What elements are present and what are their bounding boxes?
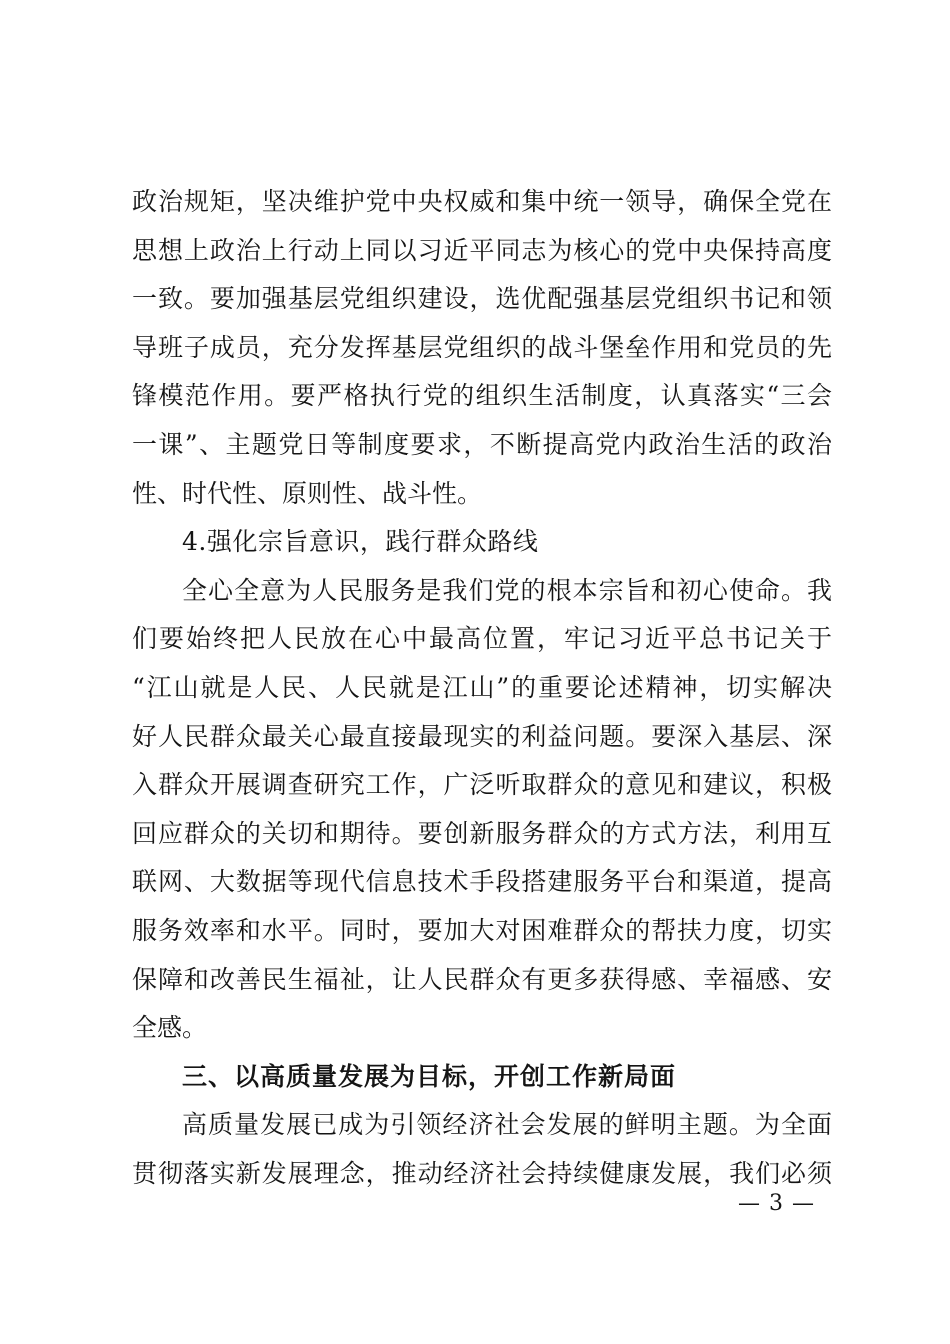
paragraph-line: 服务效率和水平。同时，要加大对困难群众的帮扶力度，切实 (132, 915, 832, 945)
paragraph-line: 全心全意为人民服务是我们党的根本宗旨和初心使命。我 (182, 575, 832, 605)
page-number: — 3 — (738, 1191, 815, 1216)
paragraph-line: 一课”、主题党日等制度要求，不断提高党内政治生活的政治 (132, 429, 832, 459)
section-heading: 三、以高质量发展为目标，开创工作新局面 (182, 1061, 677, 1091)
paragraph-line: “江山就是人民、人民就是江山”的重要论述精神，切实解决 (132, 672, 832, 702)
body-text (132, 178, 832, 1198)
paragraph-line: 好人民群众最关心最直接最现实的利益问题。要深入基层、深 (132, 721, 832, 751)
paragraph-line: 入群众开展调查研究工作，广泛听取群众的意见和建议，积极 (132, 770, 832, 800)
paragraph-line: 思想上政治上行动上同以习近平同志为核心的党中央保持高度 (132, 235, 832, 265)
paragraph-line: 贯彻落实新发展理念，推动经济社会持续健康发展，我们必须 (132, 1158, 832, 1188)
paragraph-line: 全感。 (132, 1013, 208, 1043)
paragraph-line: 高质量发展已成为引领经济社会发展的鲜明主题。为全面 (182, 1110, 832, 1140)
subheading: 4.强化宗旨意识，践行群众路线 (182, 527, 539, 557)
paragraph-line: 一致。要加强基层党组织建设，选优配强基层党组织书记和领 (132, 284, 832, 314)
paragraph-line: 锋模范作用。要严格执行党的组织生活制度，认真落实“三会 (132, 381, 832, 411)
paragraph-line: 政治规矩，坚决维护党中央权威和集中统一领导，确保全党在 (132, 187, 832, 216)
paragraph-line: 联网、大数据等现代信息技术手段搭建服务平台和渠道，提高 (132, 867, 832, 897)
paragraph-line: 导班子成员，充分发挥基层党组织的战斗堡垒作用和党员的先 (132, 332, 832, 362)
paragraph-line: 们要始终把人民放在心中最高位置，牢记习近平总书记关于 (132, 624, 832, 654)
paragraph-line: 保障和改善民生福祉，让人民群众有更多获得感、幸福感、安 (132, 964, 832, 994)
paragraph-line: 性、时代性、原则性、战斗性。 (132, 478, 483, 508)
paragraph-line: 回应群众的关切和期待。要创新服务群众的方式方法，利用互 (132, 818, 832, 848)
